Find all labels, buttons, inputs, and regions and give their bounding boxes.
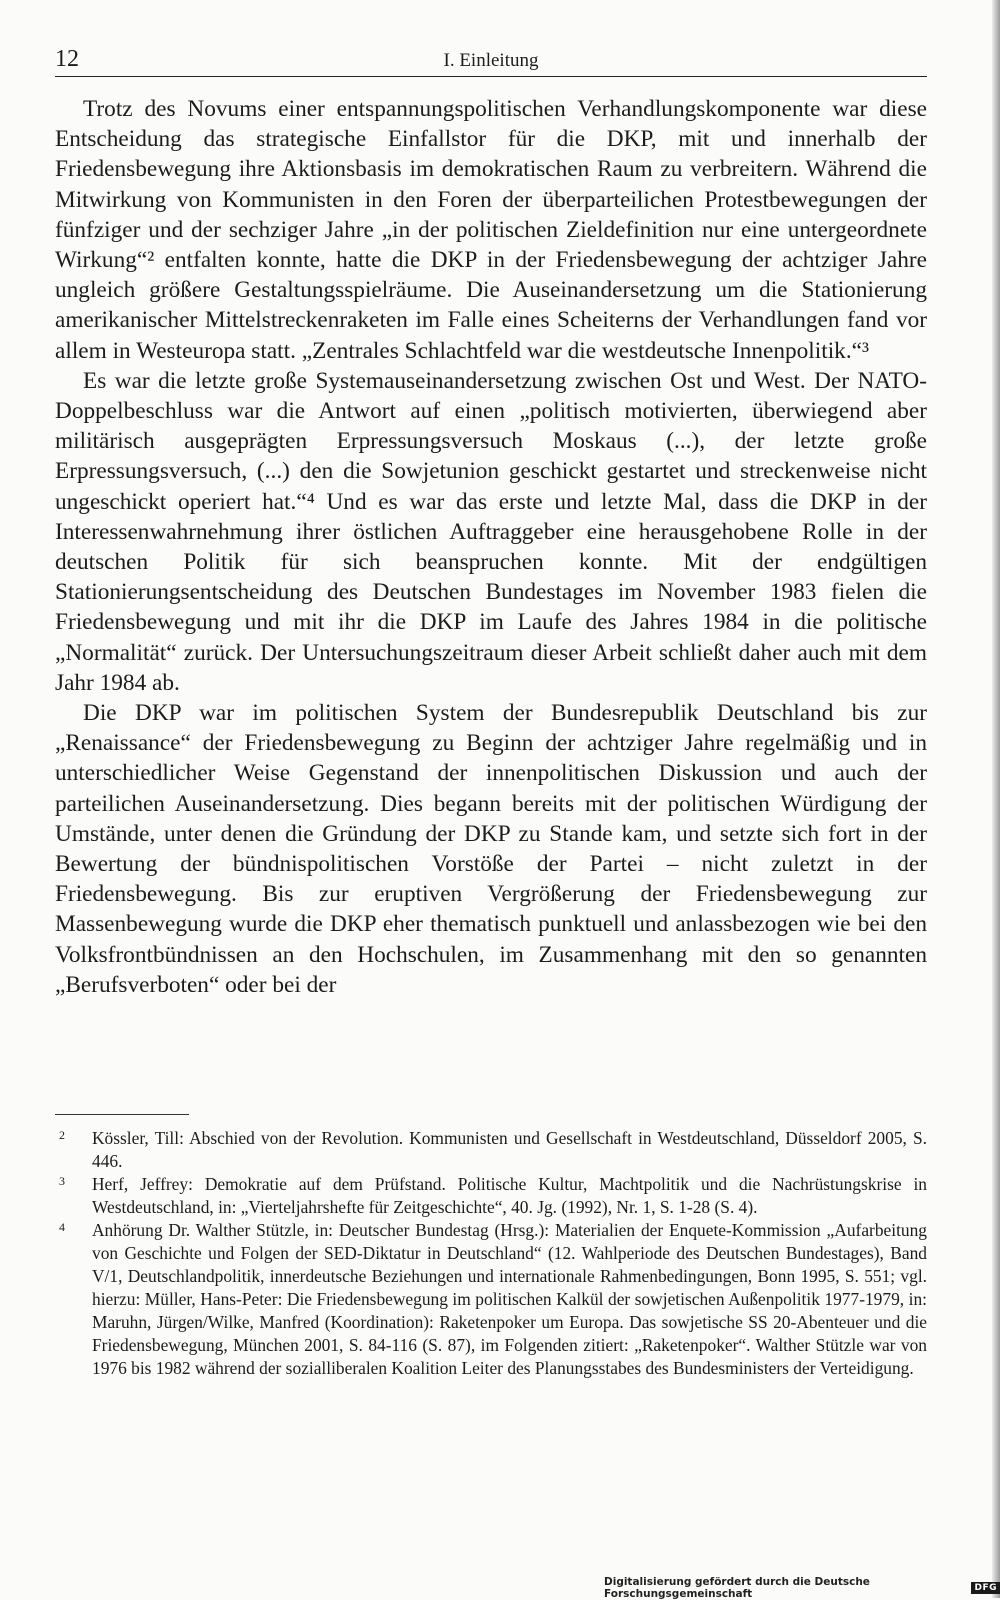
digitization-footer xyxy=(604,1576,1000,1600)
running-head: I. Einleitung xyxy=(443,50,539,71)
page-header xyxy=(55,46,927,77)
paragraph: Trotz des Novums einer entspannungspolitischen Verhandlungskomponente war diese Entscheidung das strategische Einfallstor für die DKP, mit und innerhalb der Friedensbewegung ihre Aktionsbasis im demokratischen Raum zu verbreitern. Während die Mitwirkung von Kommunisten in den Foren der überparteilichen Protestbewegungen der fünfziger und der sechziger Jahre „in der politischen Zieldefinition nur eine untergeordnete Wirkung“² entfalten konnte, hatte die DKP in der Friedensbewegung der achtziger Jahre ungleich größere Gestaltungsspielräume. Die Auseinandersetzung um die Stationierung amerikanischer Mittelstreckenraketen im Falle eines Scheiterns der Verhandlungen fand vor allem in Westeuropa statt. „Zentrales Schlachtfeld war die westdeutsche Innenpolitik.“³ xyxy=(55,96,927,364)
footnote-number: 4 xyxy=(59,1220,65,1234)
footnote-number: 3 xyxy=(59,1174,65,1188)
page-edge-shadow xyxy=(992,0,1000,1598)
footnote xyxy=(55,1219,927,1380)
footnote xyxy=(55,1173,927,1219)
funding-note: Digitalisierung gefördert durch die Deutsche Forschungsgemeinschaft xyxy=(604,1576,870,1600)
page-number: 12 xyxy=(55,46,79,72)
body-text xyxy=(55,94,927,1000)
footnotes xyxy=(55,1127,927,1380)
footnote-text: Anhörung Dr. Walther Stützle, in: Deutscher Bundestag (Hrsg.): Materialien der Enquete-Kommission „Aufarbeitung von Geschichte und Folgen der SED-Diktatur in Deutschland“ (12. Wahlperiode des Deutschen Bundestages), Band V/1, Deutschlandpolitik, innerdeutsche Beziehungen und internationale Rahmenbedingungen, Bonn 1995, S. 551; vgl. hierzu: Müller, Hans-Peter: Die Friedensbewegung im politischen Kalkül der sowjetischen Außenpolitik 1977-1979, in: Maruhn, Jürgen/Wilke, Manfred (Koordination): Raketenpoker um Europa. Das sowjetische SS 20-Abenteuer und die Friedensbewegung, München 2001, S. 84-116 (S. 87), im Folgenden zitiert: „Raketenpoker“. Walther Stützle war von 1976 bis 1982 während der sozialliberalen Koalition Leiter des Planungsstabes des Bundesministers der Verteidigung. xyxy=(92,1220,927,1378)
dfg-logo: DFG xyxy=(971,1582,1000,1594)
paragraph: Es war die letzte große Systemauseinandersetzung zwischen Ost und West. Der NATO-Doppelbeschluss war die Antwort auf einen „politisch motivierten, überwiegend aber militärisch ausgeprägten Erpressungsversuch Moskaus (...), der letzte große Erpressungsversuch, (...) den die Sowjetunion geschickt gestartet und streckenweise nicht ungeschickt operiert hat.“⁴ Und es war das erste und letzte Mal, dass die DKP in der Interessenwahrnehmung ihrer östlichen Auftraggeber eine herausgehobene Rolle in der deutschen Politik für sich beanspruchen konnte. Mit der endgültigen Stationierungsentscheidung des Deutschen Bundestages im November 1983 fielen die Friedensbewegung und mit ihr die DKP im Laufe des Jahres 1984 in die politische „Normalität“ zurück. Der Untersuchungszeitraum dieser Arbeit schließt daher auch mit dem Jahr 1984 ab. xyxy=(55,367,927,696)
footnote-separator xyxy=(55,1114,189,1115)
footnote xyxy=(55,1127,927,1173)
paragraph: Die DKP war im politischen System der Bundesrepublik Deutschland bis zur „Renaissance“ der Friedensbewegung zu Beginn der achtziger Jahre regelmäßig und in unterschiedlicher Weise Gegenstand der innenpolitischen Diskussion und auch der parteilichen Auseinandersetzung. Dies begann bereits mit der politischen Würdigung der Umstände, unter denen die Gründung der DKP zu Stande kam, und setzte sich fort in der Bewertung der bündnispolitischen Vorstöße der Partei – nicht zuletzt in der Friedensbewegung. Bis zur eruptiven Vergrößerung der Friedensbewegung zur Massenbewegung wurde die DKP eher thematisch punktuell und anlassbezogen wie bei den Volksfrontbündnissen an den Hochschulen, im Zusammenhang mit den so genannten „Berufsverboten“ oder bei der xyxy=(55,700,927,998)
footnote-text: Kössler, Till: Abschied von der Revolution. Kommunisten und Gesellschaft in Westdeutschland, Düsseldorf 2005, S. 446. xyxy=(92,1128,927,1171)
footnote-text: Herf, Jeffrey: Demokratie auf dem Prüfstand. Politische Kultur, Machtpolitik und die Nachrüstungskrise in Westdeutschland, in: „Vierteljahrshefte für Zeitgeschichte“, 40. Jg. (1992), Nr. 1, S. 1-28 (S. 4). xyxy=(92,1174,927,1217)
footnote-number: 2 xyxy=(59,1128,65,1142)
